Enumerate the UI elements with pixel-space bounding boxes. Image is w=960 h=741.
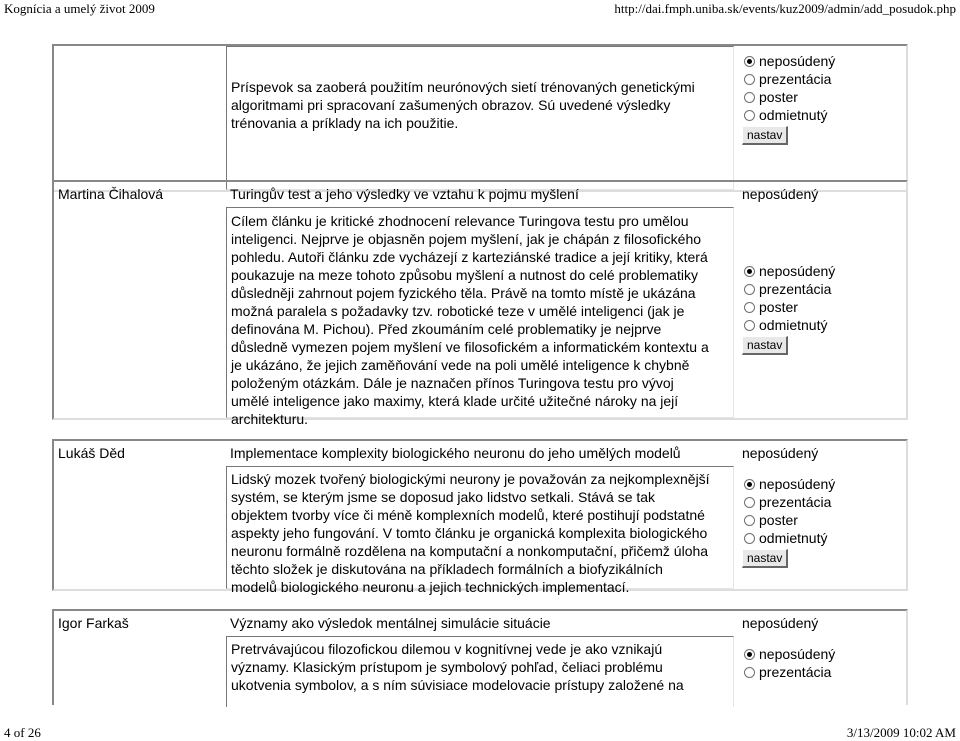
radio-selected-icon[interactable]	[744, 649, 755, 660]
abstract-line: Pretrvávajúcou filozofickou dilemou v kognitívnej vede je ako vznikajú	[231, 641, 663, 657]
entry-3	[52, 609, 908, 705]
abstract-line: pohledu. Autoři článku zde vycházejí z karteziánské tradice a její kritiky, která	[231, 249, 708, 265]
option-neposudeny[interactable]: neposúdený	[742, 645, 835, 663]
entry-2	[52, 439, 908, 595]
radio-icon[interactable]	[744, 92, 755, 103]
option-neposudeny[interactable]: neposúdený	[742, 262, 835, 280]
abstract-line: Lidský mozek tvořený biologickými neurony je považován za nejkomplexnější	[231, 471, 710, 487]
set-button[interactable]: nastav	[742, 549, 788, 568]
set-button[interactable]: nastav	[742, 126, 788, 145]
abstract-line: umělé inteligence jako maximy, která klade určité užitečné nároky na její	[231, 393, 679, 409]
status-label: neposúdený	[742, 186, 819, 202]
abstract-line: těchto složek je diskutována na příkladech formálních a biofyzikálních	[231, 561, 663, 577]
review-radio-group	[742, 262, 835, 355]
option-neposudeny[interactable]: neposúdený	[742, 52, 835, 70]
abstract-box	[226, 466, 734, 595]
abstract-line: aspekty jeho fungování. V tomto článku je organická komplexita biologického	[231, 525, 708, 541]
set-button[interactable]: nastav	[742, 336, 788, 355]
option-odmietnuty[interactable]: odmietnutý	[742, 529, 835, 547]
option-poster[interactable]: poster	[742, 298, 835, 316]
abstract-text	[231, 212, 709, 428]
review-radio-group	[742, 645, 835, 681]
print-datetime: 3/13/2009 10:02 AM	[846, 725, 956, 740]
abstract-box	[226, 46, 734, 190]
abstract-line: položeným otázkám. Dále je naznačen přínos Turingova testu pro vývoj	[231, 375, 674, 391]
abstract-line: možná paralela s požadavky tzv. robotické teze v umělé inteligenci (jak je	[231, 303, 685, 319]
radio-icon[interactable]	[744, 320, 755, 331]
author-name: Martina Čihalová	[58, 186, 164, 202]
option-prezentacia[interactable]: prezentácia	[742, 663, 835, 681]
abstract-line: definována M. Pichou). Před zkoumáním celé problematiky je nejprve	[231, 321, 662, 337]
option-prezentacia[interactable]: prezentácia	[742, 70, 835, 88]
abstract-line: modelů biologického neuronu a jejich technických implementací.	[231, 579, 630, 595]
radio-selected-icon[interactable]	[744, 479, 755, 490]
abstract-line: důsledněji zahrnout pojem fyzického těla. Právě na tomto místě je ukázána	[231, 285, 696, 301]
abstract-line: architekturu.	[231, 411, 309, 427]
abstract-box	[226, 636, 734, 707]
radio-icon[interactable]	[744, 497, 755, 508]
paper-title: Implementace komplexity biologického neuronu do jeho umělých modelů	[230, 445, 681, 461]
abstract-line: ukotvenia symbolov, a s ním súvisiace modelovacie prístupy založené na	[231, 677, 684, 693]
author-name: Lukáš Děd	[58, 445, 125, 461]
radio-icon[interactable]	[744, 515, 755, 526]
page-url: http://dai.fmph.uniba.sk/events/kuz2009/admin/add_posudok.php	[614, 1, 956, 16]
print-footer	[0, 724, 960, 740]
review-radio-group	[742, 475, 835, 568]
abstract-line: poukazuje na meze tohoto způsobu myšlení a nutnost do celé problematiky	[231, 267, 698, 283]
author-name: Igor Farkaš	[58, 615, 129, 631]
abstract-box	[226, 207, 734, 427]
abstract-line: objektem tvorby více či méně komplexních modelů, které postihují podstatné	[231, 507, 705, 523]
option-odmietnuty[interactable]: odmietnutý	[742, 316, 835, 334]
entry-1	[52, 180, 908, 427]
radio-selected-icon[interactable]	[744, 56, 755, 67]
option-poster[interactable]: poster	[742, 511, 835, 529]
abstract-line: důsledně vymezen pojem myšlení ve filosofickém a informatickém kontextu a	[231, 339, 709, 355]
option-prezentacia[interactable]: prezentácia	[742, 493, 835, 511]
abstract-line: významy. Klasickým prístupom je symbolový pohľad, čeliaci problému	[231, 659, 663, 675]
abstract-line: inteligenci. Nejprve je objasněn pojem myšlení, jak je chápán z filosofického	[231, 231, 702, 247]
paper-title: Turingův test a jeho výsledky ve vztahu k pojmu myšlení	[230, 186, 579, 202]
abstract-text	[231, 470, 710, 596]
abstract-line: systém, se kterým jsme se doposud jako lidstvo setkali. Stává se tak	[231, 489, 656, 505]
status-label: neposúdený	[742, 445, 819, 461]
review-radio-group	[742, 52, 835, 145]
abstract-line: Príspevok sa zaoberá použitím neurónových sietí trénovaných genetickými	[231, 79, 695, 95]
radio-icon[interactable]	[744, 284, 755, 295]
radio-icon[interactable]	[744, 302, 755, 313]
radio-icon[interactable]	[744, 667, 755, 678]
print-header	[0, 0, 960, 16]
radio-icon[interactable]	[744, 110, 755, 121]
page-number: 4 of 26	[4, 725, 41, 740]
abstract-line: algoritmami pri spracovaní zašumených obrazov. Sú uvedené výsledky	[231, 97, 671, 113]
radio-icon[interactable]	[744, 533, 755, 544]
option-poster[interactable]: poster	[742, 88, 835, 106]
radio-selected-icon[interactable]	[744, 266, 755, 277]
paper-title: Významy ako výsledok mentálnej simulácie situácie	[230, 615, 551, 631]
abstract-line: neuronu formálně rozdělena na komputační a nonkomputační, přičemž úloha	[231, 543, 709, 559]
status-label: neposúdený	[742, 615, 819, 631]
abstract-line: Cílem článku je kritické zhodnocení relevance Turingova testu pro umělou	[231, 213, 689, 229]
option-neposudeny[interactable]: neposúdený	[742, 475, 835, 493]
option-odmietnuty[interactable]: odmietnutý	[742, 106, 835, 124]
abstract-line: trénovania a príklady na ich použitie.	[231, 115, 459, 131]
abstract-text	[231, 640, 684, 694]
entry-0	[52, 44, 908, 192]
page-title: Kognícia a umelý život 2009	[4, 1, 155, 16]
radio-icon[interactable]	[744, 74, 755, 85]
abstract-text	[231, 78, 695, 132]
option-prezentacia[interactable]: prezentácia	[742, 280, 835, 298]
abstract-line: je ukázáno, že jejich zaměňování vede na poli umělé inteligence k chybně	[231, 357, 690, 373]
